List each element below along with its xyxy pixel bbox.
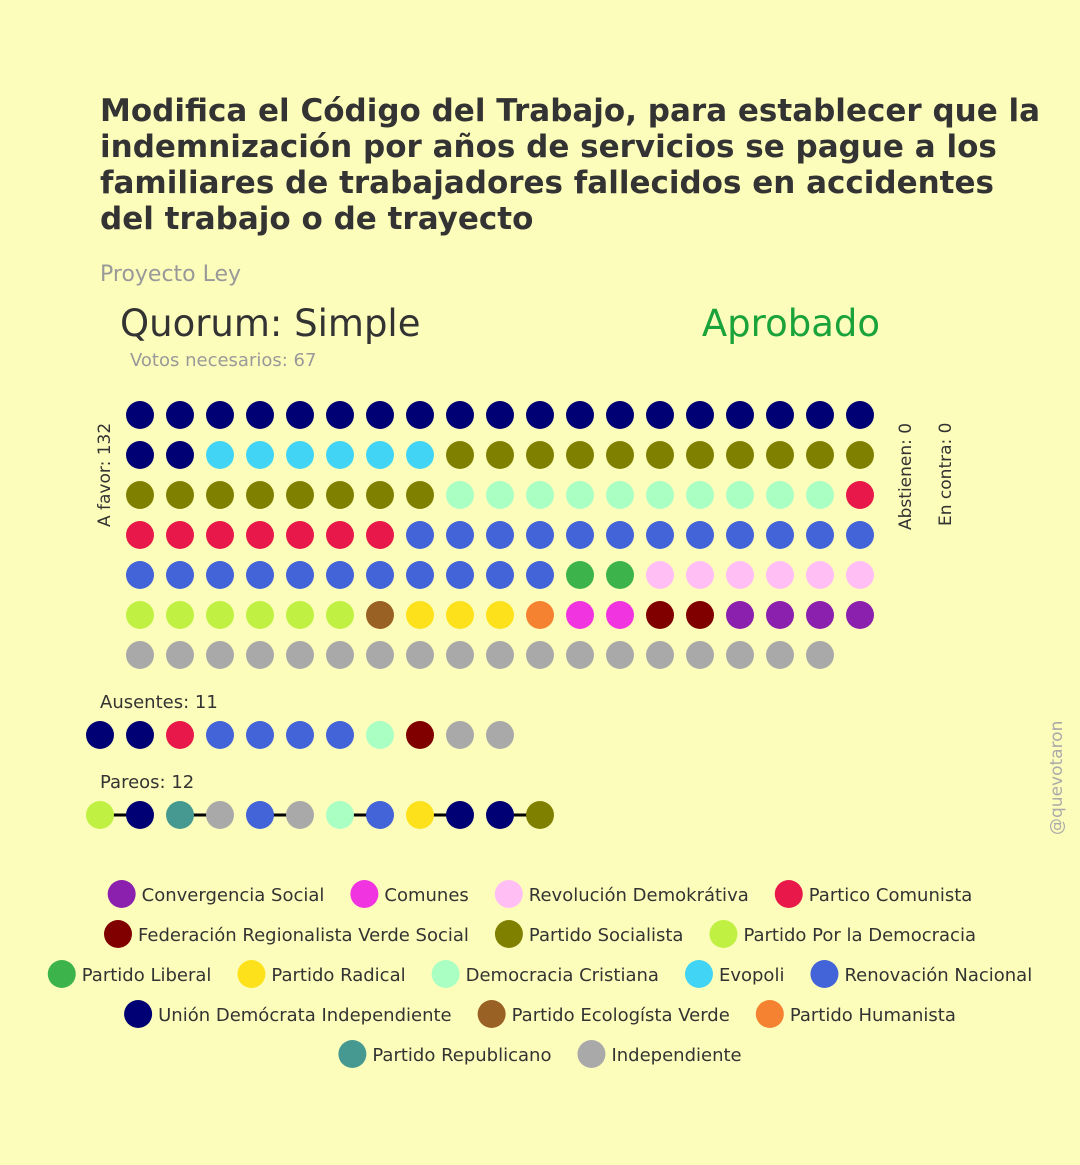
a-favor-dot [166, 601, 194, 629]
a-favor-dot [246, 441, 274, 469]
subtitle: Proyecto Ley [100, 262, 242, 287]
legend-label: Convergencia Social [141, 885, 325, 906]
a-favor-dot [766, 481, 794, 509]
legend-label: Revolución Demokrátiva [528, 885, 749, 906]
a-favor-dot [726, 601, 754, 629]
legend-swatch [495, 880, 523, 908]
pareo-dot [366, 801, 394, 829]
pareo-dot [406, 801, 434, 829]
legend-label: Partido Liberal [81, 965, 212, 986]
legend-label: Independiente [611, 1045, 742, 1066]
legend-swatch [338, 1040, 366, 1068]
a-favor-dot [686, 441, 714, 469]
legend-item [104, 920, 469, 948]
a-favor-dot [166, 441, 194, 469]
ausente-dot [486, 721, 514, 749]
a-favor-dot [566, 441, 594, 469]
a-favor-dot [326, 401, 354, 429]
a-favor-dot [126, 401, 154, 429]
legend-label: Democracia Cristiana [465, 965, 659, 986]
legend-swatch [495, 920, 523, 948]
legend-item [338, 1040, 551, 1068]
a-favor-dot [526, 481, 554, 509]
a-favor-dot [766, 401, 794, 429]
legend-swatch [756, 1000, 784, 1028]
a-favor-dot [246, 481, 274, 509]
a-favor-dot [646, 481, 674, 509]
a-favor-dot [446, 561, 474, 589]
a-favor-dot [566, 641, 594, 669]
a-favor-dot [206, 401, 234, 429]
a-favor-dot [806, 481, 834, 509]
a-favor-dot [686, 601, 714, 629]
a-favor-dots [126, 401, 874, 669]
a-favor-dot [526, 401, 554, 429]
a-favor-dot [126, 441, 154, 469]
legend-swatch [685, 960, 713, 988]
legend-label: Renovación Nacional [844, 965, 1033, 986]
legend-swatch [810, 960, 838, 988]
a-favor-dot [486, 401, 514, 429]
a-favor-dot [646, 601, 674, 629]
legend-item [709, 920, 976, 948]
a-favor-dot [686, 401, 714, 429]
legend-item [810, 960, 1032, 988]
legend-swatch [104, 920, 132, 948]
party-legend [48, 880, 1032, 1068]
a-favor-dot [446, 641, 474, 669]
a-favor-dot [726, 401, 754, 429]
title-line-4: del trabajo o de trayecto [100, 201, 534, 237]
a-favor-dot [446, 601, 474, 629]
legend-swatch [237, 960, 265, 988]
legend-item [495, 880, 749, 908]
pareo-dot [206, 801, 234, 829]
legend-swatch [350, 880, 378, 908]
a-favor-dot [206, 601, 234, 629]
a-favor-dot [526, 641, 554, 669]
legend-swatch [709, 920, 737, 948]
legend-label: Partido Por la Democracia [743, 925, 976, 946]
legend-label: Partido Socialista [528, 925, 684, 946]
a-favor-dot [686, 561, 714, 589]
legend-item [775, 880, 973, 908]
legend-item [478, 1000, 730, 1028]
a-favor-dot [606, 441, 634, 469]
pareo-dot [86, 801, 114, 829]
a-favor-dot [326, 601, 354, 629]
a-favor-dot [286, 441, 314, 469]
a-favor-dot [686, 521, 714, 549]
a-favor-dot [166, 481, 194, 509]
a-favor-dot [806, 601, 834, 629]
a-favor-dot [286, 401, 314, 429]
a-favor-dot [526, 441, 554, 469]
a-favor-dot [806, 521, 834, 549]
ausente-dot [246, 721, 274, 749]
a-favor-dot [726, 481, 754, 509]
a-favor-dot [206, 521, 234, 549]
a-favor-dot [126, 481, 154, 509]
a-favor-dot [606, 521, 634, 549]
a-favor-dot [206, 441, 234, 469]
ausente-dot [286, 721, 314, 749]
a-favor-dot [126, 641, 154, 669]
legend-label: Partido Ecologísta Verde [511, 1005, 730, 1026]
ausente-dot [86, 721, 114, 749]
a-favor-dot [446, 441, 474, 469]
a-favor-dot [126, 561, 154, 589]
legend-item [685, 960, 784, 988]
legend-item [237, 960, 405, 988]
pareos-label: Pareos: 12 [100, 772, 195, 793]
a-favor-dot [846, 441, 874, 469]
legend-label: Federación Regionalista Verde Social [138, 925, 469, 946]
a-favor-dot [366, 561, 394, 589]
a-favor-dot [726, 521, 754, 549]
ausente-dot [366, 721, 394, 749]
legend-label: Comunes [384, 885, 469, 906]
a-favor-dot [286, 601, 314, 629]
a-favor-dot [766, 561, 794, 589]
legend-swatch [432, 960, 460, 988]
title-line-2: indemnización por años de servicios se pague a los [100, 129, 997, 165]
ausente-dot [206, 721, 234, 749]
a-favor-dot [166, 641, 194, 669]
pareo-dot [246, 801, 274, 829]
a-favor-dot [766, 521, 794, 549]
a-favor-dot [486, 641, 514, 669]
a-favor-dot [326, 441, 354, 469]
title-line-1: Modifica el Código del Trabajo, para establecer que la [100, 93, 1041, 129]
a-favor-dot [366, 641, 394, 669]
legend-item [108, 880, 325, 908]
credit-handle: @quevotaron [1047, 720, 1067, 835]
en-contra-label: En contra: 0 [936, 422, 956, 526]
a-favor-dot [766, 641, 794, 669]
a-favor-dot [366, 401, 394, 429]
a-favor-dot [206, 641, 234, 669]
a-favor-dot [246, 401, 274, 429]
a-favor-dot [486, 561, 514, 589]
legend-label: Partido Radical [271, 965, 406, 986]
a-favor-dot [366, 481, 394, 509]
a-favor-dot [406, 561, 434, 589]
a-favor-dot [166, 401, 194, 429]
a-favor-dot [446, 401, 474, 429]
a-favor-dot [406, 481, 434, 509]
legend-swatch [577, 1040, 605, 1068]
a-favor-dot [646, 561, 674, 589]
a-favor-dot [126, 601, 154, 629]
legend-item [48, 960, 212, 988]
a-favor-dot [246, 601, 274, 629]
a-favor-dot [646, 521, 674, 549]
a-favor-dot [566, 521, 594, 549]
a-favor-dot [446, 521, 474, 549]
pareo-dot [166, 801, 194, 829]
a-favor-dot [726, 641, 754, 669]
result-label: Aprobado [701, 302, 880, 345]
legend-label: Evopoli [718, 965, 785, 986]
pareo-dot [526, 801, 554, 829]
a-favor-dot [526, 521, 554, 549]
a-favor-dot [326, 561, 354, 589]
a-favor-dot [326, 481, 354, 509]
a-favor-dot [726, 561, 754, 589]
legend-label: Partico Comunista [808, 885, 973, 906]
legend-item [756, 1000, 956, 1028]
a-favor-dot [286, 561, 314, 589]
legend-item [124, 1000, 452, 1028]
a-favor-dot [686, 481, 714, 509]
a-favor-dot [606, 601, 634, 629]
pareo-dot [446, 801, 474, 829]
a-favor-dot [126, 521, 154, 549]
a-favor-dot [566, 481, 594, 509]
a-favor-dot [406, 601, 434, 629]
a-favor-dot [326, 521, 354, 549]
legend-item [350, 880, 468, 908]
legend-swatch [478, 1000, 506, 1028]
a-favor-dot [806, 641, 834, 669]
a-favor-dot [166, 561, 194, 589]
a-favor-dot [246, 521, 274, 549]
ausentes-label: Ausentes: 11 [100, 692, 218, 713]
abstienen-label: Abstienen: 0 [896, 422, 916, 530]
a-favor-dot [406, 401, 434, 429]
a-favor-dot [846, 401, 874, 429]
ausente-dot [406, 721, 434, 749]
ausentes-dots [86, 721, 514, 749]
legend-item [577, 1040, 741, 1068]
a-favor-dot [206, 481, 234, 509]
a-favor-dot [606, 401, 634, 429]
a-favor-dot [406, 641, 434, 669]
a-favor-dot [566, 401, 594, 429]
a-favor-dot [846, 521, 874, 549]
a-favor-dot [486, 521, 514, 549]
legend-swatch [108, 880, 136, 908]
legend-label: Unión Demócrata Independiente [158, 1005, 452, 1026]
a-favor-dot [286, 481, 314, 509]
a-favor-dot [486, 601, 514, 629]
a-favor-dot [206, 561, 234, 589]
a-favor-dot [726, 441, 754, 469]
a-favor-dot [606, 641, 634, 669]
a-favor-dot [846, 601, 874, 629]
legend-swatch [48, 960, 76, 988]
a-favor-dot [846, 561, 874, 589]
a-favor-label: A favor: 132 [95, 422, 115, 527]
a-favor-dot [246, 641, 274, 669]
a-favor-dot [646, 401, 674, 429]
a-favor-dot [646, 641, 674, 669]
pareo-dot [126, 801, 154, 829]
a-favor-dot [806, 561, 834, 589]
a-favor-dot [486, 441, 514, 469]
a-favor-dot [366, 521, 394, 549]
a-favor-dot [366, 441, 394, 469]
legend-swatch [124, 1000, 152, 1028]
a-favor-dot [766, 601, 794, 629]
legend-item [432, 960, 659, 988]
a-favor-dot [286, 641, 314, 669]
a-favor-dot [686, 641, 714, 669]
a-favor-dot [366, 601, 394, 629]
a-favor-dot [406, 521, 434, 549]
a-favor-dot [606, 481, 634, 509]
pareo-dot [486, 801, 514, 829]
a-favor-dot [606, 561, 634, 589]
a-favor-dot [326, 641, 354, 669]
a-favor-dot [446, 481, 474, 509]
a-favor-dot [846, 481, 874, 509]
quorum-label: Quorum: Simple [120, 302, 421, 345]
ausente-dot [166, 721, 194, 749]
ausente-dot [326, 721, 354, 749]
legend-item [495, 920, 684, 948]
a-favor-dot [566, 601, 594, 629]
a-favor-dot [406, 441, 434, 469]
a-favor-dot [566, 561, 594, 589]
pareo-dot [286, 801, 314, 829]
a-favor-dot [166, 521, 194, 549]
a-favor-dot [486, 481, 514, 509]
a-favor-dot [646, 441, 674, 469]
title-line-3: familiares de trabajadores fallecidos en accidentes [100, 165, 994, 201]
pareo-dot [326, 801, 354, 829]
a-favor-dot [806, 401, 834, 429]
ausente-dot [446, 721, 474, 749]
ausente-dot [126, 721, 154, 749]
a-favor-dot [806, 441, 834, 469]
a-favor-dot [526, 601, 554, 629]
legend-label: Partido Humanista [789, 1005, 956, 1026]
a-favor-dot [766, 441, 794, 469]
a-favor-dot [246, 561, 274, 589]
a-favor-dot [286, 521, 314, 549]
legend-label: Partido Republicano [372, 1045, 552, 1066]
pareos-dots [86, 801, 554, 829]
votes-needed: Votos necesarios: 67 [130, 350, 317, 371]
a-favor-dot [526, 561, 554, 589]
legend-swatch [775, 880, 803, 908]
